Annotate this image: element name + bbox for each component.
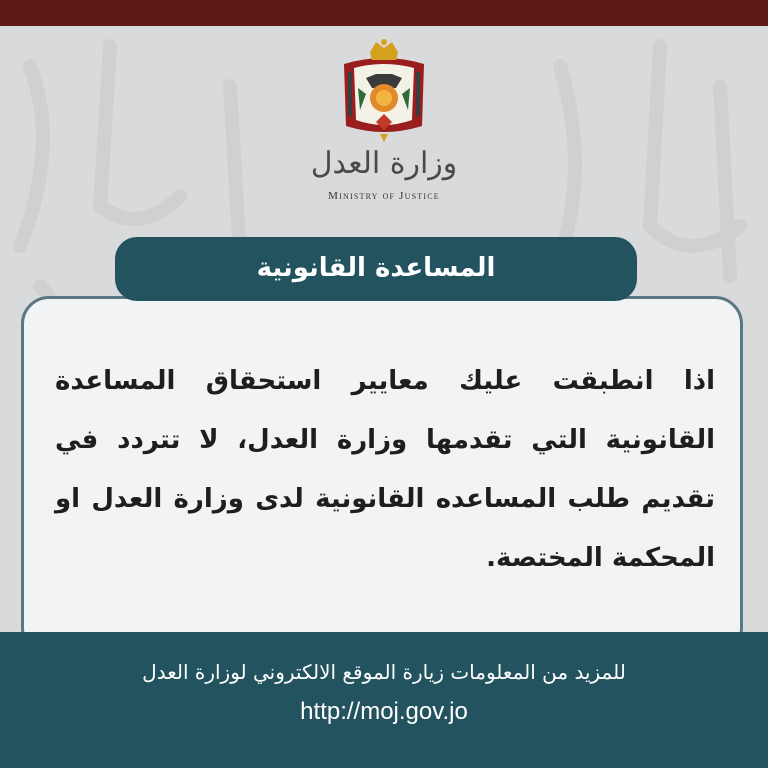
ministry-name-arabic: وزارة العدل bbox=[310, 146, 458, 181]
jordan-coat-of-arms-icon bbox=[336, 38, 432, 142]
website-link[interactable]: http://moj.gov.jo bbox=[300, 698, 468, 725]
footer-info-text: للمزيد من المعلومات زيارة الموقع الالكتروني لوزارة العدل bbox=[142, 660, 626, 684]
ministry-name-english: Ministry of Justice bbox=[328, 190, 440, 202]
card-title: المساعدة القانونية bbox=[115, 237, 637, 301]
card-body-text: اذا انطبقت عليك معايير استحقاق المساعدة القانونية التي تقدمها وزارة العدل، لا تتردد في تقديم طلب المساعده القانونية لدى وزارة العدل او المحكمة المختصة. bbox=[55, 366, 715, 573]
top-bar bbox=[0, 0, 768, 26]
